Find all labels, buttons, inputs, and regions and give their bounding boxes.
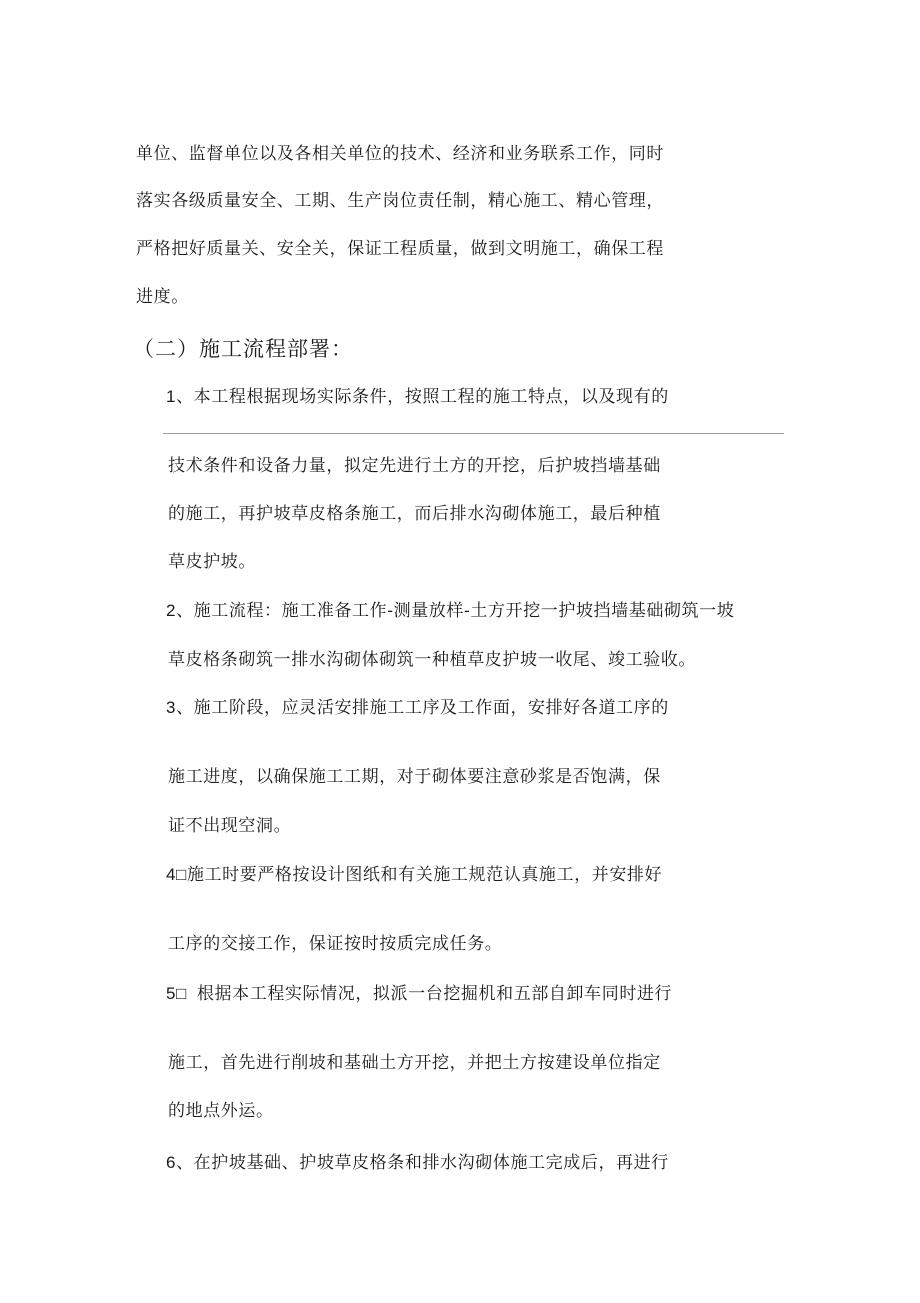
item-text: 根据本工程实际情况，拟派一台挖掘机和五部自卸车同时进行 <box>196 984 673 1004</box>
item-number: 5□ <box>166 984 187 1003</box>
item-number: 1 <box>166 387 177 406</box>
list-item-1-line: 的施工，再护坡草皮格条施工，而后排水沟砌体施工，最后种植 <box>168 504 661 524</box>
item-number: 2 <box>166 601 177 620</box>
list-item-5-line: 施工，首先进行削坡和基础土方开挖，并把土方按建设单位指定 <box>168 1053 661 1073</box>
list-item-2-line: 草皮格条砌筑一排水沟砌体砌筑一种植草皮护坡一收尾、竣工验收。 <box>168 650 696 670</box>
list-item-4-first-line <box>166 864 662 886</box>
item-number: 3 <box>166 698 177 717</box>
list-item-5-first-line <box>166 983 672 1005</box>
item-text: 、施工阶段，应灵活安排施工工序及工作面，安排好各道工序的 <box>176 698 669 718</box>
list-item-4-line: 工序的交接工作，保证按时按质完成任务。 <box>168 934 503 954</box>
item-text: 、施工流程：施工准备工作-测量放样-土方开挖一护坡挡墙基础砌筑一坡 <box>176 601 735 621</box>
list-item-1-line: 技术条件和设备力量，拟定先进行土方的开挖，后护坡挡墙基础 <box>168 456 661 476</box>
item-text: 、在护坡基础、护坡草皮格条和排水沟砌体施工完成后，再进行 <box>176 1153 669 1173</box>
section-heading: （二）施工流程部署： <box>133 337 353 361</box>
body-text-line: 落实各级质量安全、工期、生产岗位责任制，精心施工、精心管理， <box>136 191 664 211</box>
list-item-3-first-line <box>166 697 669 719</box>
list-item-5-line: 的地点外运。 <box>168 1101 274 1121</box>
item-number: 6 <box>166 1153 177 1172</box>
list-item-3-line: 证不出现空洞。 <box>168 816 292 836</box>
body-text-line: 严格把好质量关、安全关，保证工程质量，做到文明施工，确保工程 <box>136 239 664 259</box>
list-item-1-line: 草皮护坡。 <box>168 552 256 572</box>
list-item-2-first-line <box>166 600 734 622</box>
item-number: 4□ <box>166 865 187 884</box>
list-item-1-first-line <box>166 386 669 408</box>
item-text: 、本工程根据现场实际条件，按照工程的施工特点，以及现有的 <box>176 387 669 407</box>
body-text-line: 进度。 <box>136 287 189 307</box>
list-item-6-first-line <box>166 1152 669 1174</box>
horizontal-divider <box>163 433 784 434</box>
item-text: 施工时要严格按设计图纸和有关施工规范认真施工，并安排好 <box>186 865 663 885</box>
body-text-line: 单位、监督单位以及各相关单位的技术、经济和业务联系工作，同时 <box>136 144 664 164</box>
list-item-3-line: 施工进度，以确保施工工期，对于砌体要注意砂浆是否饱满，保 <box>168 767 661 787</box>
